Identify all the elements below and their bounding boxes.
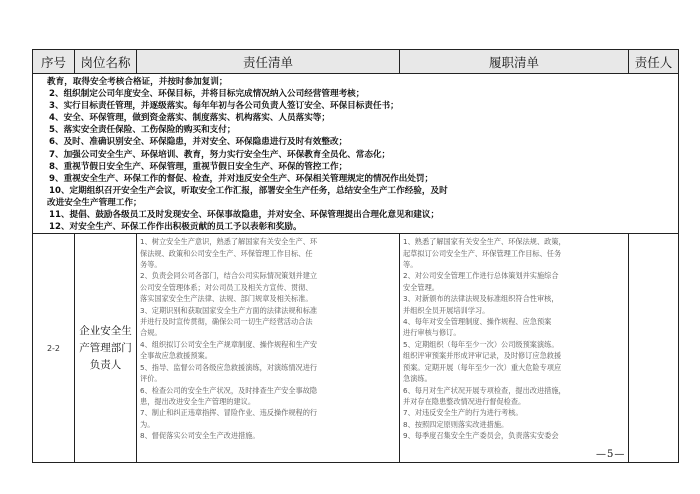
responsibility-line: 合规。 — [140, 328, 162, 338]
table-row — [33, 74, 679, 234]
duty-line: 8、按照四定原则落实改进措施。 — [403, 419, 509, 429]
responsibility-table — [32, 49, 679, 463]
continued-line: 7、加强公司安全生产、环保培训、教育，努力实行安全生产、环保教育全员化、常态化； — [49, 149, 391, 160]
duty-line: 3、对新颁布的法律法规及标准组织符合性审核， — [403, 294, 559, 304]
duty-line: 1、熟悉了解国家有关安全生产、环保法规、政策， — [403, 237, 566, 247]
duty-line: 起草拟订公司安全生产、环保管理工作目标、任务 — [403, 248, 562, 258]
responsibility-line: 务等。 — [140, 260, 162, 270]
duty-line: 6、每月对生产状况开展专项检查，提出改进措施， — [403, 385, 566, 395]
responsibility-line: 患，提出改进安全生产管理的建议。 — [140, 396, 256, 406]
responsibility-line: 3、定期识别和获取国家安全生产方面的法律法规和标准 — [140, 305, 318, 315]
row-responsible-person — [629, 234, 679, 463]
responsibility-line: 全事故应急救援预案。 — [140, 351, 212, 361]
duty-line: 2、对公司安全管理工作进行总体策划并实施综合 — [403, 271, 559, 281]
continued-responsibilities-cell — [33, 74, 679, 234]
continued-line: 8、重视节假日安全生产、环保管理，重视节假日安全生产、环保的管控工作； — [49, 161, 348, 172]
header-responsible-person: 责任人 — [629, 50, 679, 74]
continued-line: 教育，取得安全考核合格证，并按时参加复训； — [47, 77, 228, 87]
responsibility-line: 为。 — [140, 419, 155, 429]
row-responsibilities — [137, 234, 400, 463]
row-post-name: 企业安全生产管理部门负责人 — [75, 234, 137, 463]
responsibility-line: 4、组织拟订公司安全生产规章制度、操作规程和生产安 — [140, 339, 318, 349]
duty-line: 组织评审预案并形成评审记录，及时修订应急救援 — [403, 351, 562, 361]
continued-line: 2、组织制定公司年度安全、环保目标，并将目标完成情况纳入公司经营管理考核； — [49, 89, 365, 100]
continued-line: 12、对安全生产、环保工作作出积极贡献的员工予以表彰和奖励。 — [49, 222, 302, 233]
responsibility-line: 评价。 — [140, 374, 162, 384]
responsibility-line: 6、检查公司的安全生产状况，及时排查生产安全事故隐 — [140, 385, 318, 395]
header-serial: 序号 — [33, 50, 75, 74]
responsibility-line: 7、制止和纠正违章指挥、冒险作业、违反操作规程的行 — [140, 408, 318, 418]
continued-line: 4、安全、环保管理，做到资金落实、制度落实、机构落实、人员落实等； — [49, 113, 330, 124]
page-number: —5— — [596, 449, 626, 460]
duty-line: 7、对违反安全生产的行为进行考核。 — [403, 408, 523, 418]
header-post-name: 岗位名称 — [75, 50, 137, 74]
duty-line: 4、每年对安全管理制度、操作规程、应急预案 — [403, 317, 552, 327]
continued-line: 9、重视安全生产、环保工作的督促、检查，并对违反安全生产、环保相关管理规定的情况作出处罚； — [49, 173, 434, 184]
duty-line: 预案。定期开展（每年至少一次）重大危险专项应 — [403, 362, 562, 372]
continued-line: 改进安全生产管理工作； — [47, 197, 142, 208]
duty-line: 9、每季度召集安全生产委员会，负责落实安委会 — [403, 431, 559, 441]
duty-line: 并对存在隐患整改情况进行督促检查。 — [403, 396, 526, 406]
row-serial: 2-2 — [33, 234, 75, 463]
continued-line: 11、提倡、鼓励各级员工及时发现安全、环保事故隐患，并对安全、环保管理提出合理化意见和建议； — [49, 210, 440, 221]
responsibility-line: 并进行及时宣传贯彻，确保公司一切生产经营活动合法 — [140, 317, 313, 327]
responsibility-line: 落实国家安全生产法律、法规、部门规章及相关标准。 — [140, 294, 313, 304]
header-duty-list: 履职清单 — [400, 50, 629, 74]
responsibility-line: 公司安全管理体系；对公司员工及相关方宣传、贯彻、 — [140, 282, 313, 292]
table-header-row — [33, 50, 679, 74]
responsibility-line: 5、指导、监督公司各级应急救援演练，对演练情况进行 — [140, 362, 318, 372]
duty-line: 5、定期组织（每年至少一次）公司级预案演练。 — [403, 339, 559, 349]
duty-line: 并组织全员开展培训学习。 — [403, 305, 490, 315]
responsibility-line: 2、负责会同公司各部门，结合公司实际情况策划并建立 — [140, 271, 318, 281]
duty-line: 进行审核与修订。 — [403, 328, 461, 338]
header-responsibility-list: 责任清单 — [137, 50, 400, 74]
continued-line: 6、及时、准确识别安全、环保隐患，并对安全、环保隐患进行及时有效整改； — [49, 137, 348, 148]
continued-line: 5、落实安全责任保险、工伤保险的购买和支付； — [49, 125, 236, 136]
continued-line: 3、实行目标责任管理，并逐级落实。每年年初与各公司负责人签订安全、环保目标责任书； — [49, 101, 399, 112]
table-row — [33, 234, 679, 463]
row-duties — [400, 234, 629, 463]
continued-line: 10、定期组织召开安全生产会议，听取安全工作汇报，部署安全生产任务，总结安全生产工作经验，及时 — [49, 185, 448, 196]
duty-line: 等。 — [403, 260, 418, 270]
responsibility-line: 1、树立安全生产意识，熟悉了解国家有关安全生产、环 — [140, 237, 318, 247]
duty-line: 急演练。 — [403, 374, 432, 384]
responsibility-line: 保法规、政策和公司安全生产、环保管理工作目标、任 — [140, 248, 313, 258]
responsibility-line: 8、督促落实公司安全生产改进措施。 — [140, 431, 260, 441]
duty-line: 安全管理。 — [403, 282, 439, 292]
